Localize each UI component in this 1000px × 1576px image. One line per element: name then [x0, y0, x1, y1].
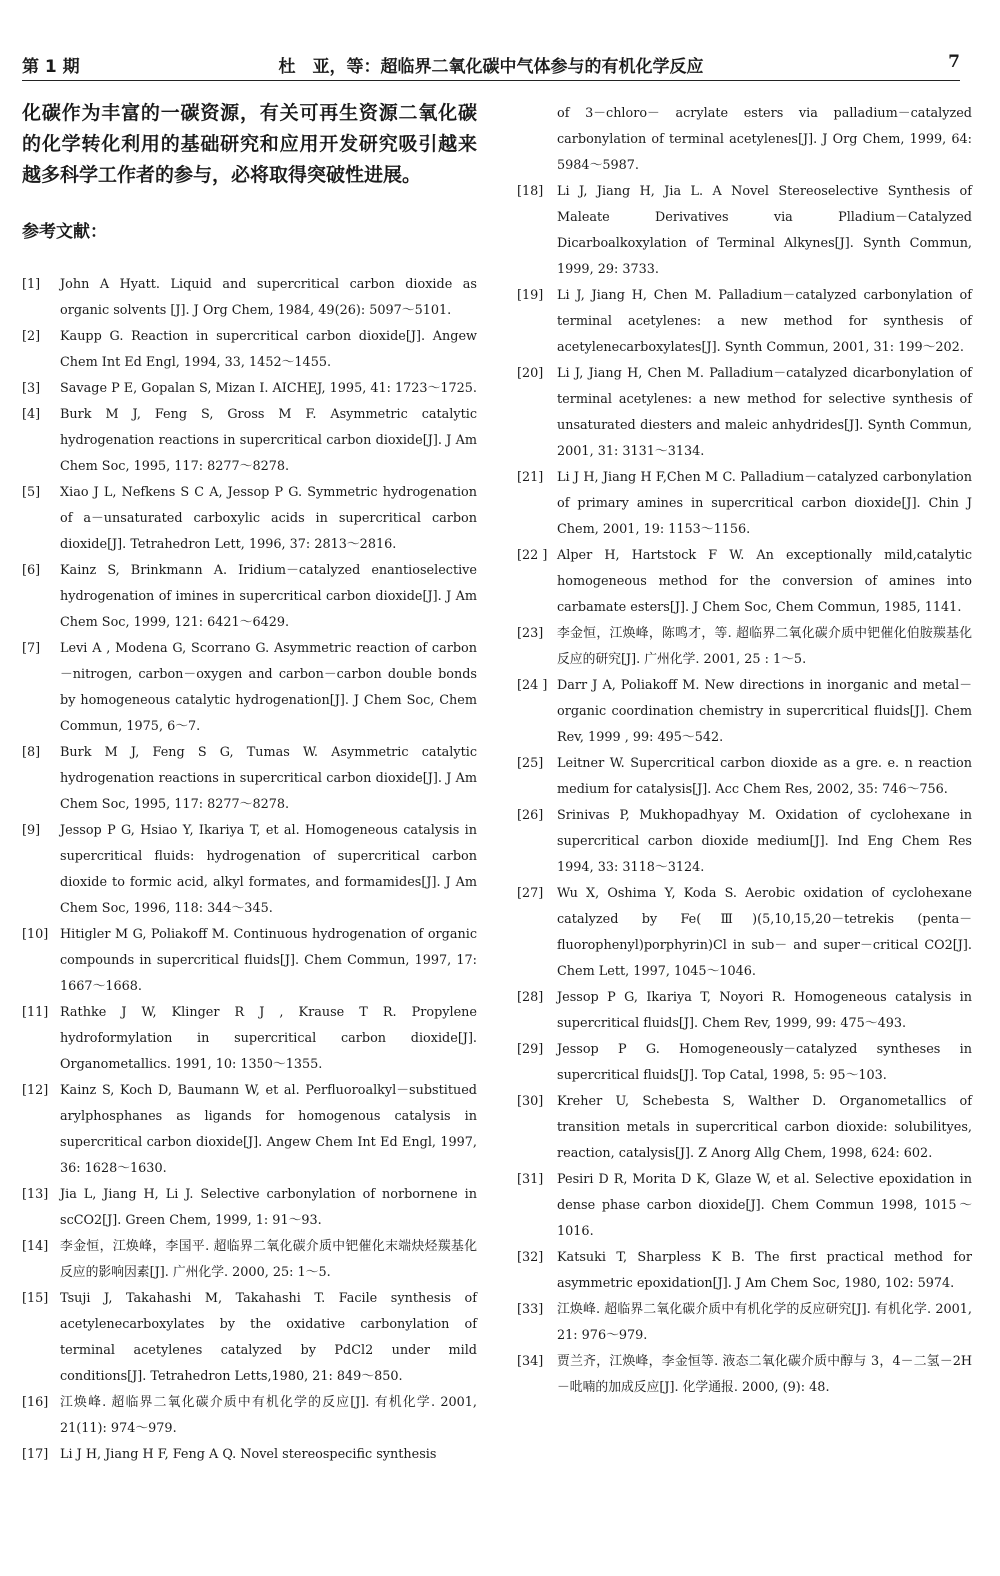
reference-item	[22, 1286, 477, 1390]
reference-item	[517, 465, 972, 543]
reference-item	[22, 818, 477, 922]
reference-item	[517, 751, 972, 803]
reference-item	[22, 1078, 477, 1182]
reference-text: 江焕峰. 超临界二氧化碳介质中有机化学的反应[J]. 有机化学. 2001, 21(11): 974～979.	[60, 1395, 477, 1436]
page-number: 7	[948, 52, 960, 72]
reference-text: of 3－chloro－ acrylate esters via palladium－catalyzed carbonylation of terminal acetylenes[J]. J Org Chem, 1999, 64: 5984～5987.	[557, 106, 972, 173]
reference-number: [33]	[517, 1302, 544, 1317]
reference-text: Jessop P G. Homogeneously－catalyzed syntheses in supercritical fluids[J]. Top Catal, 1998, 5: 95～103.	[557, 1042, 972, 1083]
reference-number	[517, 101, 557, 179]
reference-text: Rathke J W, Klinger R J , Krause T R. Propylene hydroformylation in supercritical carbon dioxide[J]. Organometallics. 1991, 10: 1350～1355.	[60, 1005, 477, 1072]
reference-number: [3]	[22, 381, 41, 396]
reference-item	[22, 1442, 477, 1468]
reference-item	[517, 985, 972, 1037]
reference-item	[517, 1297, 972, 1349]
reference-item	[517, 673, 972, 751]
reference-number: [13]	[22, 1187, 49, 1202]
reference-item	[22, 1390, 477, 1442]
reference-number: [30]	[517, 1094, 544, 1109]
reference-number: [31]	[517, 1172, 544, 1187]
reference-number: [8]	[22, 745, 41, 760]
reference-number: [1]	[22, 277, 41, 292]
reference-item	[22, 636, 477, 740]
reference-item	[517, 1167, 972, 1245]
reference-text: Kaupp G. Reaction in supercritical carbon dioxide[J]. Angew Chem Int Ed Engl, 1994, 33, 1452～1455.	[60, 329, 477, 370]
reference-text: Kreher U, Schebesta S, Walther D. Organometallics of transition metals in supercritical carbon dioxide: solubilityes, reaction, catalysis[J]. Z Anorg Allg Chem, 1998, 624: 602.	[557, 1094, 972, 1161]
reference-text: Burk M J, Feng S, Gross M F. Asymmetric catalytic hydrogenation reactions in supercritical carbon dioxide[J]. J Am Chem Soc, 1995, 117: 8277～8278.	[60, 407, 477, 474]
reference-text: Kainz S, Koch D, Baumann W, et al. Perfluoroalkyl－substitued arylphosphanes as ligands for homogenous catalysis in supercritical carbon dioxide[J]. Angew Chem Int Ed Engl, 1997, 36: 1628～1630.	[60, 1083, 477, 1176]
reference-item	[22, 402, 477, 480]
reference-item	[22, 272, 477, 324]
reference-text: Li J, Jiang H, Chen M. Palladium－catalyzed dicarbonylation of terminal acetylenes: a new method for selective synthesis of unsaturated diesters and maleic anhydrides[J]. Synth Commun, 2001, 31: 3131～3134.	[557, 366, 972, 459]
issue-number: 第 1 期	[22, 57, 80, 77]
reference-text: Jessop P G, Hsiao Y, Ikariya T, et al. Homogeneous catalysis in supercritical fluids: hydrogenation of supercritical carbon dioxide to formic acid, alkyl formates, and formamides[J]. J Am Chem Soc, 1996, 118: 344～345.	[60, 823, 477, 916]
reference-item	[517, 1089, 972, 1167]
reference-item	[517, 1245, 972, 1297]
reference-text: Kainz S, Brinkmann A. Iridium－catalyzed enantioselective hydrogenation of imines in supercritical carbon dioxide[J]. J Am Chem Soc, 1999, 121: 6421～6429.	[60, 563, 477, 630]
reference-text: 李金恒，江焕峰，李国平. 超临界二氧化碳介质中钯催化末端炔烃羰基化反应的影响因素[J]. 广州化学. 2000, 25: 1～5.	[60, 1239, 477, 1280]
reference-item	[517, 1349, 972, 1401]
reference-text: Savage P E, Gopalan S, Mizan I. AICHEJ, 1995, 41: 1723～1725.	[60, 381, 478, 396]
reference-item	[22, 324, 477, 376]
reference-text: Leitner W. Supercritical carbon dioxide as a gre. e. n reaction medium for catalysis[J]. Acc Chem Res, 2002, 35: 746～756.	[557, 756, 972, 797]
reference-number: [15]	[22, 1291, 49, 1306]
reference-number: [23]	[517, 626, 544, 641]
reference-text: Alper H, Hartstock F W. An exceptionally mild,catalytic homogeneous method for the conversion of amines into carbamate esters[J]. J Chem Soc, Chem Commun, 1985, 1141.	[557, 548, 972, 615]
reference-text: John A Hyatt. Liquid and supercritical carbon dioxide as organic solvents [J]. J Org Chem, 1984, 49(26): 5097～5101.	[60, 277, 477, 318]
reference-text: Jia L, Jiang H, Li J. Selective carbonylation of norbornene in scCO2[J]. Green Chem, 1999, 1: 91～93.	[60, 1187, 477, 1228]
right-column	[517, 101, 972, 1401]
reference-item	[517, 283, 972, 361]
reference-number: [12]	[22, 1083, 49, 1098]
reference-number: [21]	[517, 470, 544, 485]
reference-number: [32]	[517, 1250, 544, 1265]
reference-text: Li J, Jiang H, Jia L. A Novel Stereoselective Synthesis of Maleate Derivatives via Plladium－Catalyzed Dicarboalkoxylation of Terminal Alkynes[J]. Synth Commun, 1999, 29: 3733.	[557, 184, 972, 277]
reference-item	[517, 881, 972, 985]
reference-list-left	[22, 272, 477, 1468]
reference-number: [17]	[22, 1447, 49, 1462]
reference-text: Katsuki T, Sharpless K B. The first practical method for asymmetric epoxidation[J]. J Am Chem Soc, 1980, 102: 5974.	[557, 1250, 972, 1291]
reference-item	[517, 543, 972, 621]
reference-item	[22, 922, 477, 1000]
reference-item	[517, 803, 972, 881]
reference-list-right	[517, 101, 972, 1401]
reference-text: Li J H, Jiang H F, Feng A Q. Novel stereospecific synthesis	[60, 1447, 437, 1462]
reference-text: Srinivas P, Mukhopadhyay M. Oxidation of cyclohexane in supercritical carbon dioxide medium[J]. Ind Eng Chem Res 1994, 33: 3118～3124.	[557, 808, 972, 875]
reference-number: [18]	[517, 184, 544, 199]
reference-number: [29]	[517, 1042, 544, 1057]
references-heading: 参考文献：	[22, 222, 107, 242]
reference-item	[517, 361, 972, 465]
reference-item	[22, 480, 477, 558]
left-column	[22, 98, 477, 1468]
reference-text: Levi A , Modena G, Scorrano G. Asymmetric reaction of carbon－nitrogen, carbon－oxygen and carbon－carbon double bonds by homogeneous catalytic hydrogenation[J]. J Chem Soc, Chem Commun, 1975, 6～7.	[60, 641, 477, 734]
reference-number: [14]	[22, 1239, 49, 1254]
reference-number: [5]	[22, 485, 41, 500]
reference-item	[22, 740, 477, 818]
reference-number: [2]	[22, 329, 41, 344]
reference-number: [27]	[517, 886, 544, 901]
reference-text: Wu X, Oshima Y, Koda S. Aerobic oxidation of cyclohexane catalyzed by Fe(Ⅲ)(5,10,15,20－tetrekis (penta－ fluorophenyl)porphyrin)Cl in sub－ and super－critical CO2[J]. Chem Lett, 1997, 1045～1046.	[557, 886, 972, 979]
reference-item	[517, 1037, 972, 1089]
reference-number: [7]	[22, 641, 41, 656]
reference-text: 江焕峰. 超临界二氧化碳介质中有机化学的反应研究[J]. 有机化学. 2001, 21: 976～979.	[557, 1302, 972, 1343]
reference-item	[517, 621, 972, 673]
running-title: 杜 亚，等：超临界二氧化碳中气体参与的有机化学反应	[278, 57, 704, 77]
reference-text: Burk M J, Feng S G, Tumas W. Asymmetric catalytic hydrogenation reactions in supercritical carbon dioxide[J]. J Am Chem Soc, 1995, 117: 8277～8278.	[60, 745, 477, 812]
reference-number: [6]	[22, 563, 41, 578]
reference-text: Xiao J L, Nefkens S C A, Jessop P G. Symmetric hydrogenation of a－unsaturated carboxylic acids in supercritical carbon dioxide[J]. Tetrahedron Lett, 1996, 37: 2813～2816.	[60, 485, 477, 552]
reference-number: [25]	[517, 756, 544, 771]
reference-number: [19]	[517, 288, 544, 303]
reference-number: [20]	[517, 366, 544, 381]
reference-number: [28]	[517, 990, 544, 1005]
reference-number: [26]	[517, 808, 544, 823]
reference-item	[22, 376, 477, 402]
reference-text: Tsuji J, Takahashi M, Takahashi T. Facile synthesis of acetylenecarboxylates by the oxidative carbonylation of terminal acetylenes catalyzed by PdCl2 under mild conditions[J]. Tetrahedron Letts,1980, 21: 849～850.	[60, 1291, 477, 1384]
reference-number: [11]	[22, 1005, 49, 1020]
reference-text: 贾兰齐，江焕峰，李金恒等. 液态二氧化碳介质中醇与 3，4－二氢－2H－吡喃的加成反应[J]. 化学通报. 2000, (9): 48.	[557, 1354, 972, 1395]
body-paragraph: 化碳作为丰富的一碳资源，有关可再生资源二氧化碳的化学转化利用的基础研究和应用开发研究吸引越来越多科学工作者的参与，必将取得突破性进展。	[22, 102, 477, 186]
reference-text: Li J, Jiang H, Chen M. Palladium－catalyzed carbonylation of terminal acetylenes: a new method for synthesis of acetylenecarboxylates[J]. Synth Commun, 2001, 31: 199～202.	[557, 288, 972, 355]
reference-text: 李金恒，江焕峰，陈鸣才，等. 超临界二氧化碳介质中钯催化伯胺羰基化反应的研究[J]. 广州化学. 2001, 25 : 1～5.	[557, 626, 972, 667]
reference-number: [22 ]	[517, 548, 548, 563]
reference-text: Darr J A, Poliakoff M. New directions in inorganic and metal－organic coordination chemistry in supercritical fluids[J]. Chem Rev, 1999 , 99: 495～542.	[557, 678, 972, 745]
reference-item	[517, 101, 972, 179]
reference-number: [24 ]	[517, 678, 548, 693]
reference-text: Jessop P G, Ikariya T, Noyori R. Homogeneous catalysis in supercritical fluids[J]. Chem Rev, 1999, 99: 475～493.	[557, 990, 972, 1031]
reference-number: [34]	[517, 1354, 544, 1369]
reference-text: Hitigler M G, Poliakoff M. Continuous hydrogenation of organic compounds in supercritical fluids[J]. Chem Commun, 1997, 17: 1667～1668.	[60, 927, 477, 994]
reference-number: [4]	[22, 407, 41, 422]
reference-number: [16]	[22, 1395, 49, 1410]
reference-item	[22, 1182, 477, 1234]
reference-text: Li J H, Jiang H F,Chen M C. Palladium－catalyzed carbonylation of primary amines in supercritical carbon dioxide[J]. Chin J Chem, 2001, 19: 1153～1156.	[557, 470, 972, 537]
reference-item	[517, 179, 972, 283]
running-header	[22, 50, 960, 81]
reference-item	[22, 1234, 477, 1286]
reference-text: Pesiri D R, Morita D K, Glaze W, et al. Selective epoxidation in dense phase carbon dioxide[J]. Chem Commun 1998, 1015～1016.	[557, 1172, 972, 1239]
reference-item	[22, 1000, 477, 1078]
reference-number: [10]	[22, 927, 49, 942]
reference-item	[22, 558, 477, 636]
reference-number: [9]	[22, 823, 41, 838]
